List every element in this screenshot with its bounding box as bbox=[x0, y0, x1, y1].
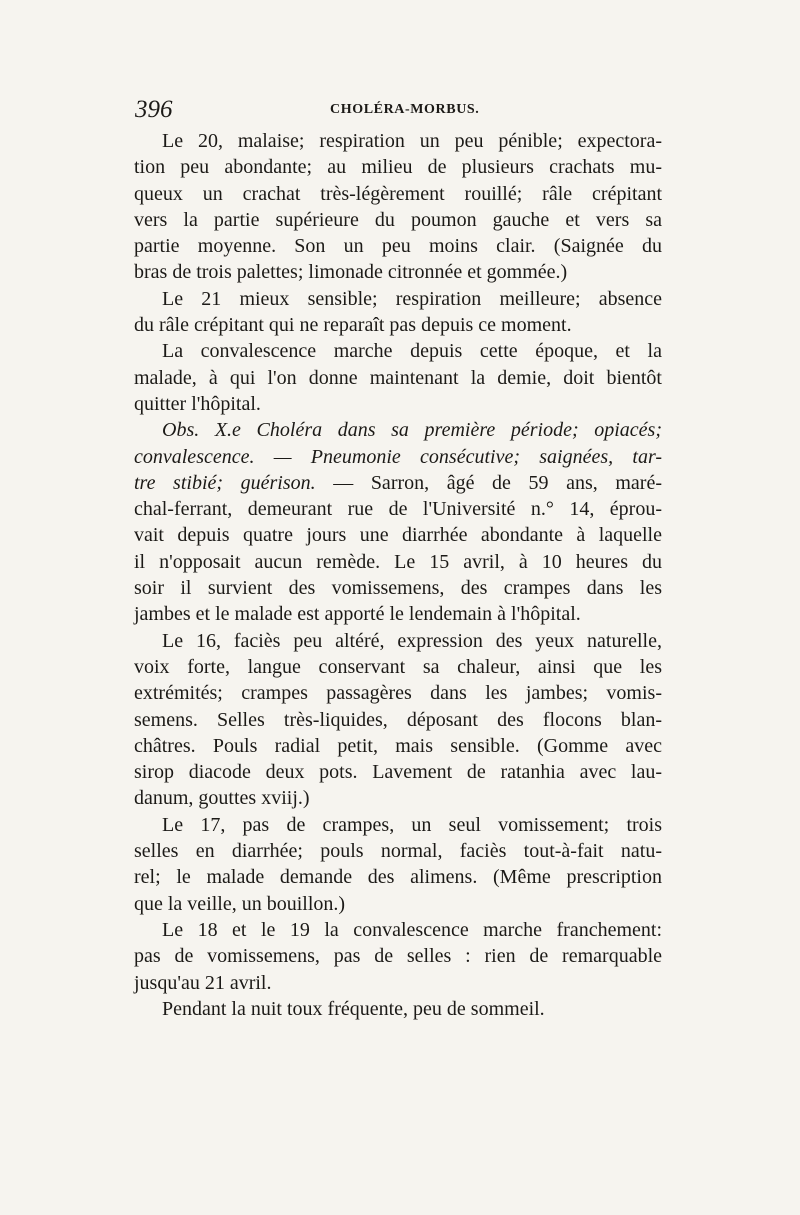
text-line: Le 17, pas de crampes, un seul vomissement; trois bbox=[162, 813, 662, 836]
paragraph bbox=[134, 338, 662, 417]
text-line: selles en diarrhée; pouls normal, faciès tout-à-fait natu- bbox=[134, 840, 662, 863]
text-line: jambes et le malade est apporté le lendemain à l'hôpital. bbox=[134, 603, 581, 626]
page-header bbox=[135, 96, 665, 130]
text-line: sirop diacode deux pots. Lavement de ratanhia avec lau- bbox=[134, 761, 662, 784]
text-line: partie moyenne. Son un peu moins clair. (Saignée du bbox=[134, 235, 662, 258]
text-line: chal-ferrant, demeurant rue de l'Université n.° 14, éprou- bbox=[134, 498, 662, 521]
running-head: CHOLÉRA-MORBUS. bbox=[330, 102, 480, 117]
text-line: quitter l'hôpital. bbox=[134, 392, 261, 415]
text-line: du râle crépitant qui ne reparaît pas depuis ce moment. bbox=[134, 314, 572, 337]
observation-heading-line: Obs. X.e Choléra dans sa première période; opiacés; bbox=[162, 419, 662, 442]
text-line: vait depuis quatre jours une diarrhée abondante à laquelle bbox=[134, 524, 662, 547]
text-line: Le 20, malaise; respiration un peu pénible; expectora- bbox=[162, 130, 662, 152]
body-text bbox=[134, 128, 662, 1022]
text-line: que la veille, un bouillon.) bbox=[134, 892, 346, 915]
text-line: vers la partie supérieure du poumon gauche et vers sa bbox=[134, 208, 662, 231]
text-line: pas de vomissemens, pas de selles : rien de remarquable bbox=[134, 945, 662, 968]
paragraph bbox=[134, 996, 662, 1022]
paragraph bbox=[134, 917, 662, 996]
paragraph bbox=[134, 812, 662, 917]
text-line: châtres. Pouls radial petit, mais sensible. (Gomme avec bbox=[134, 734, 662, 757]
text-line: voix forte, langue conservant sa chaleur, ainsi que les bbox=[134, 655, 662, 678]
text-line: danum, gouttes xviij.) bbox=[134, 787, 310, 810]
text-line: La convalescence marche depuis cette époque, et la bbox=[162, 340, 662, 363]
observation-paragraph bbox=[134, 417, 662, 627]
text-line bbox=[134, 470, 662, 496]
text-line: Le 16, faciès peu altéré, expression des yeux naturelle, bbox=[162, 629, 662, 652]
text-line: rel; le malade demande des alimens. (Même prescription bbox=[134, 866, 662, 889]
text-line: soir il survient des vomissemens, des crampes dans les bbox=[134, 577, 662, 600]
text-line: bras de trois palettes; limonade citronnée et gommée.) bbox=[134, 261, 568, 284]
text-line: Le 21 mieux sensible; respiration meilleure; absence bbox=[162, 287, 662, 310]
text-line: malade, à qui l'on donne maintenant la demie, doit bientôt bbox=[134, 366, 662, 389]
paragraph bbox=[134, 128, 662, 286]
text-line: Pendant la nuit toux fréquente, peu de sommeil. bbox=[162, 997, 545, 1020]
paragraph bbox=[134, 286, 662, 339]
text-line: tion peu abondante; au milieu de plusieurs crachats mu- bbox=[134, 156, 662, 179]
text-line: il n'opposait aucun remède. Le 15 avril, à 10 heures du bbox=[134, 550, 662, 573]
paragraph bbox=[134, 628, 662, 812]
text-line: queux un crachat très-légèrement rouillé; râle crépitant bbox=[134, 182, 662, 205]
page-number: 396 bbox=[135, 96, 173, 123]
text-line: extrémités; crampes passagères dans les jambes; vomis- bbox=[134, 682, 662, 705]
text-line: jusqu'au 21 avril. bbox=[134, 971, 272, 994]
text-line-rest: — Sarron, âgé de 59 ans, maré- bbox=[315, 471, 662, 494]
text-line: Le 18 et le 19 la convalescence marche franchement: bbox=[162, 918, 662, 941]
observation-heading-line: convalescence. — Pneumonie consécutive; saignées, tar- bbox=[134, 445, 662, 468]
text-line: semens. Selles très-liquides, déposant des flocons blan- bbox=[134, 708, 662, 731]
observation-heading-end: tre stibié; guérison. bbox=[134, 471, 316, 494]
